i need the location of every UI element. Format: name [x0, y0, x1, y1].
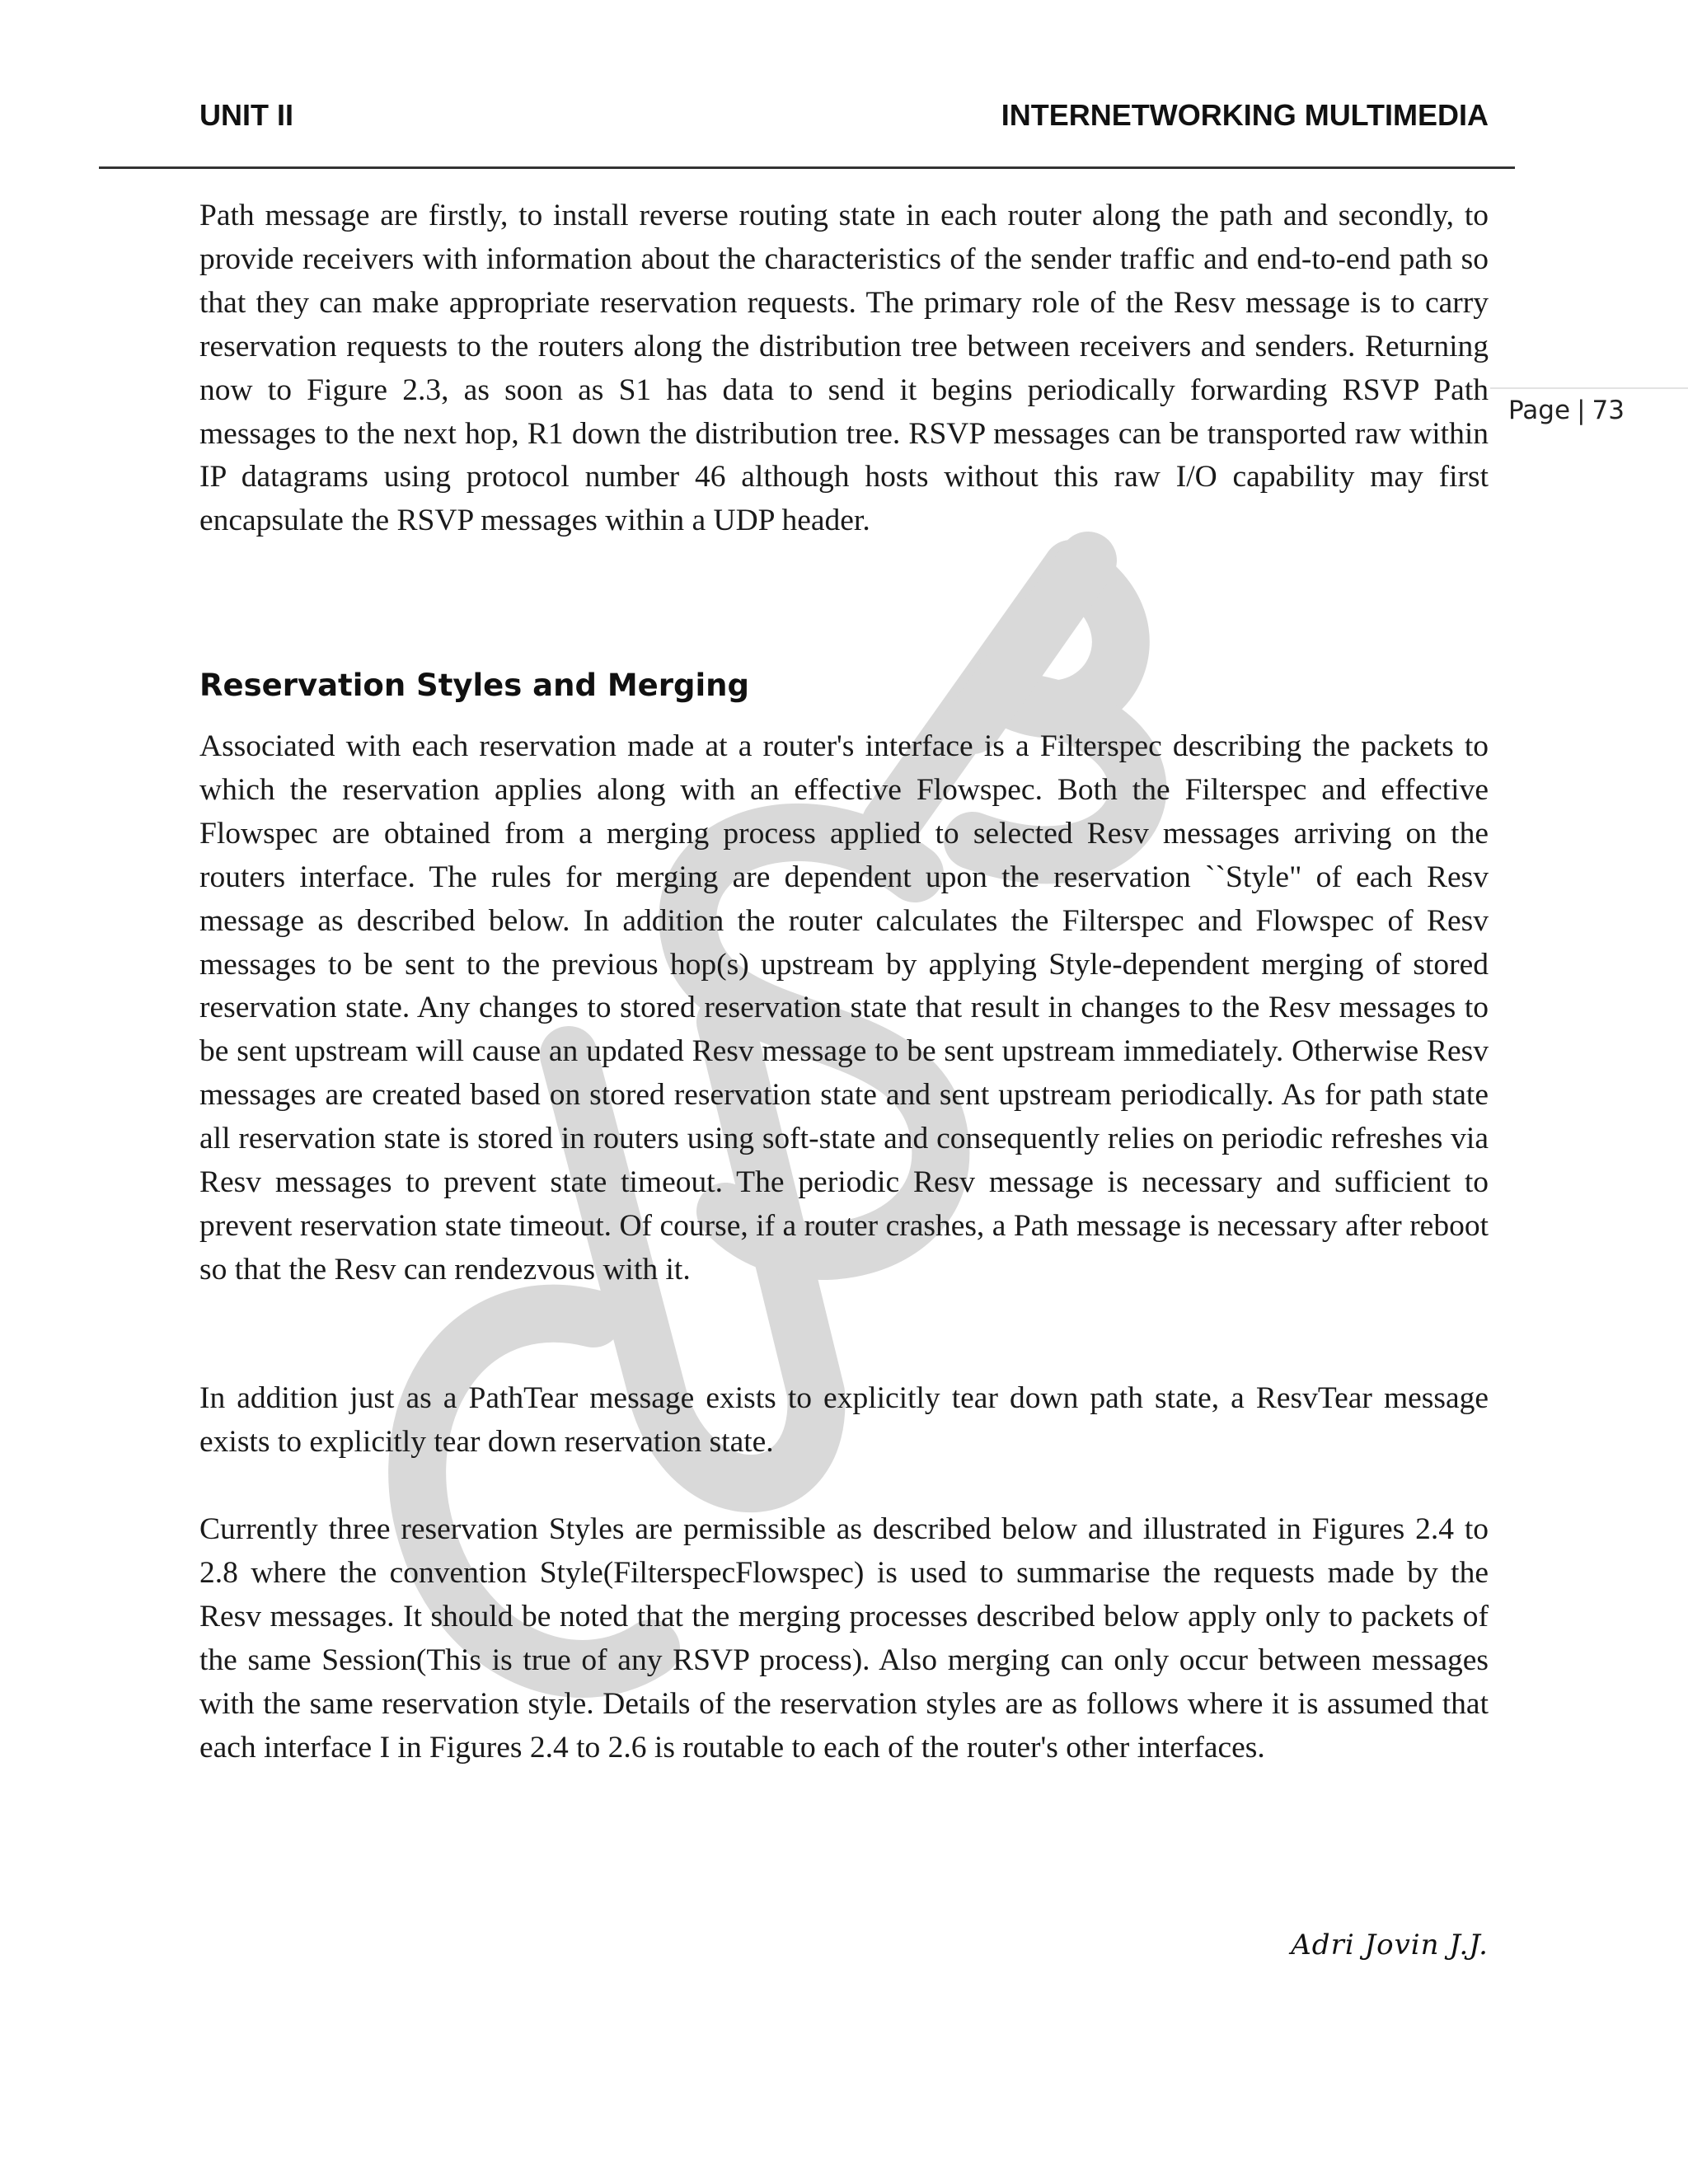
page-separator: |: [1577, 396, 1586, 425]
intro-paragraph: Path message are firstly, to install reverse routing state in each router along the path and secondly, to provide receivers with information about the characteristics of the sender traffic and end-to-end path so that they can make appropriate reservation requests. The primary role of the Resv message is to carry reservation requests to the routers along the distribution tree between receivers and senders. Returning now to Figure 2.3, as soon as S1 has data to send it begins periodically forwarding RSVP Path messages to the next hop, R1 down the distribution tree. RSVP messages can be transported raw within IP datagrams using protocol number 46 although hosts without this raw I/O capability may first encapsulate the RSVP messages within a UDP header.: [199, 199, 1489, 538]
author-signature: Adri Jovin J.J.: [1291, 1929, 1489, 1961]
course-title: INTERNETWORKING MULTIMEDIA: [1001, 98, 1489, 132]
resvtear-paragraph: In addition just as a PathTear message exists to explicitly tear down path state, a ResvTear message exists to explicitly tear down reservation state.: [199, 1381, 1489, 1459]
styles-paragraph: Currently three reservation Styles are permissible as described below and illustrated in Figures 2.4 to 2.8 where the convention Style(FilterspecFlowspec) is used to summarise the requests made by the Resv messages. It should be noted that the merging processes described below apply only to packets of the same Session(This is true of any RSVP process). Also merging can only occur between messages with the same reservation style. Details of the reservation styles are as follows where it is assumed that each interface I in Figures 2.4 to 2.6 is routable to each of the router's other interfaces.: [199, 1512, 1489, 1765]
section-heading: Reservation Styles and Merging: [199, 668, 750, 703]
header-divider: [99, 166, 1515, 169]
page-label: Page: [1508, 396, 1571, 425]
page-number-divider: [1490, 387, 1688, 389]
merging-paragraph: Associated with each reservation made at a router's interface is a Filterspec describing the packets to which the reservation applies along with an effective Flowspec. Both the Filterspec and effective Flowspec are obtained from a merging process applied to selected Resv messages arriving on the routers interface. The rules for merging are dependent upon the reservation ``Style" of each Resv message as described below. In addition the router calculates the Filterspec and Flowspec of Resv messages to be sent to the previous hop(s) upstream by applying Style-dependent merging of stored reservation state. Any changes to stored reservation state that result in changes to the Resv messages to be sent upstream will cause an updated Resv message to be sent upstream immediately. Otherwise Resv messages are created based on stored reservation state and sent upstream periodically. As for path state all reservation state is stored in routers using soft-state and consequently relies on periodic refreshes via Resv messages to prevent state timeout. The periodic Resv message is necessary and sufficient to prevent reservation state timeout. Of course, if a router crashes, a Path message is necessary after reboot so that the Resv can rendezvous with it.: [199, 729, 1489, 1286]
unit-label: UNIT II: [199, 98, 293, 132]
page-number: [1508, 392, 1625, 429]
page-number-value: 73: [1592, 396, 1625, 425]
